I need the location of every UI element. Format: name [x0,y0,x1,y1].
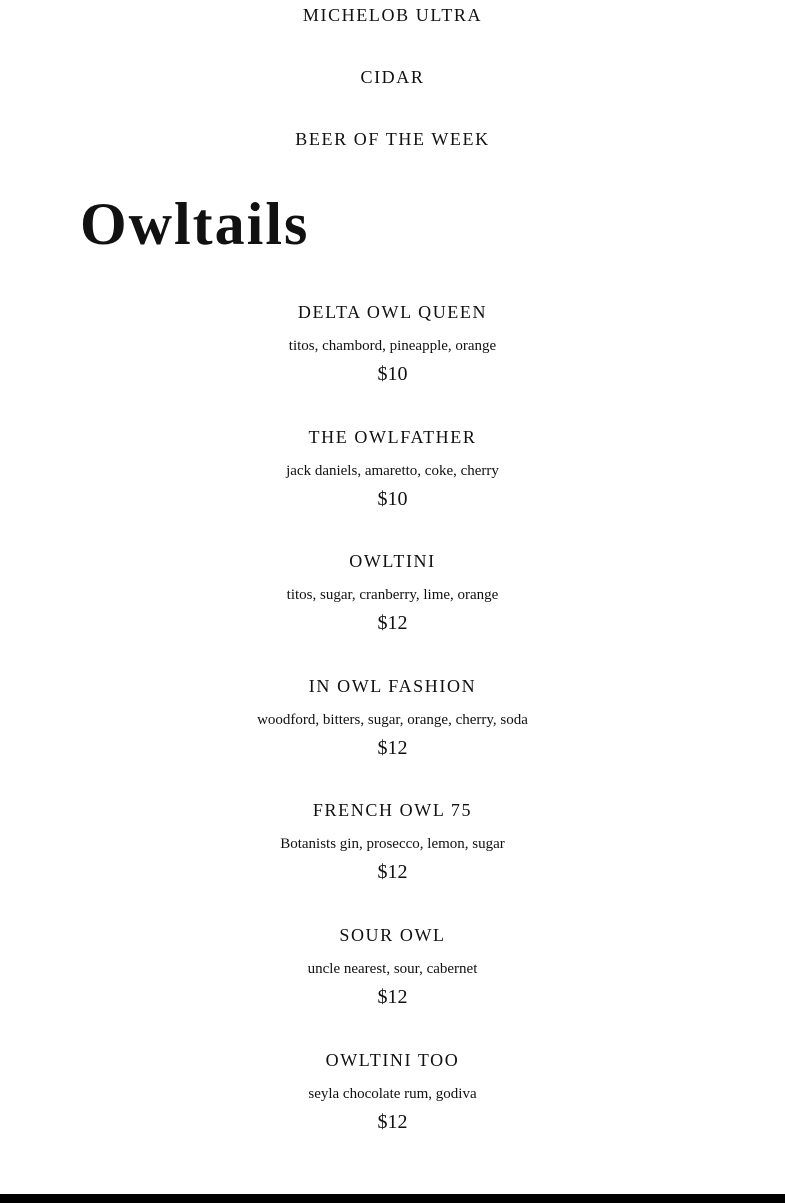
drink-price: $12 [377,1111,408,1133]
drink-name: THE OWLFATHER [308,427,477,447]
drink-item [0,426,785,510]
drink-name: OWLTINI TOO [325,1050,460,1070]
drink-name: SOUR OWL [339,925,446,945]
drink-price: $10 [377,363,408,385]
drink-item [0,799,785,883]
drink-ingredients: jack daniels, amaretto, coke, cherry [286,463,499,479]
drink-name: DELTA OWL QUEEN [297,302,488,322]
drink-ingredients: titos, sugar, cranberry, lime, orange [286,587,499,603]
drink-name: OWLTINI [349,551,436,571]
drink-item [0,301,785,385]
beer-item-michelob-ultra: MICHELOB ULTRA [302,5,483,25]
section-title: Owltails [80,191,310,257]
drink-price: $12 [377,612,408,634]
drink-price: $12 [377,986,408,1008]
drink-price: $10 [377,488,408,510]
drink-ingredients: woodford, bitters, sugar, orange, cherry, soda [257,712,528,728]
drink-ingredients: seyla chocolate rum, godiva [308,1086,477,1102]
drink-item [0,1049,785,1133]
beer-item-cidar: CIDAR [360,67,425,87]
drink-price: $12 [377,861,408,883]
drink-name: FRENCH OWL 75 [312,800,473,820]
drink-price: $12 [377,737,408,759]
drink-item [0,675,785,759]
beer-item-beer-of-the-week: BEER OF THE WEEK [295,129,490,149]
drink-ingredients: titos, chambord, pineapple, orange [288,338,497,354]
drink-ingredients: Botanists gin, prosecco, lemon, sugar [280,836,505,852]
footer-bar [0,1194,785,1203]
drink-name: IN OWL FASHION [308,676,477,696]
drink-ingredients: uncle nearest, sour, cabernet [307,961,478,977]
drink-item [0,550,785,634]
drink-item [0,924,785,1008]
